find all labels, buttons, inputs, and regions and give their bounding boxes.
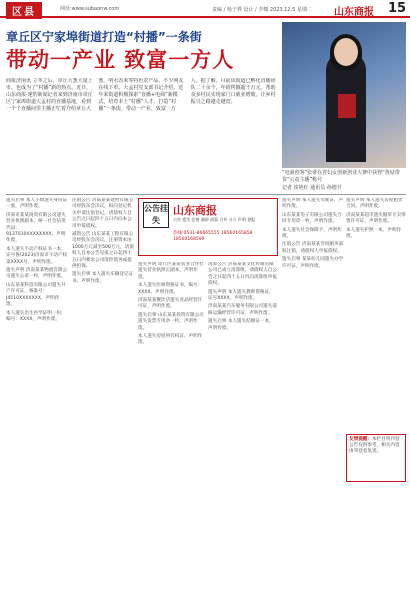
notice-column-2 <box>72 198 134 596</box>
notice-item: 遗失声明 章丘区某某农业合作社遗失营业执照正副本，声明作废。 <box>138 262 204 280</box>
section-tag: 区县 <box>6 2 42 19</box>
ad-services: 公告 遗失 注销 减资 清算 合并 分立 声明 登报 <box>173 217 256 222</box>
notice-column-4 <box>208 262 278 596</box>
notice-item: 济南某某超市遗失烟草专卖零售许可证，声明作废。 <box>346 212 406 225</box>
page-number: 15 <box>388 1 407 16</box>
page-header <box>0 0 410 18</box>
notice-column-6 <box>346 198 406 596</box>
notice-column-1 <box>6 198 68 596</box>
notice-item: 遗失启事 某某幼儿园遗失办学许可证，声明作废。 <box>282 257 344 269</box>
notice-item: 本人遗失医师资格证书，编号：XXXX，声明作废。 <box>138 283 203 295</box>
notice-item: 济南市某某商贸有限公司遗失营业执照副本，统一社会信用代码：9137010XXXXXXXX，声明作废。 <box>6 212 66 244</box>
reminder-title: 友情提醒： <box>349 437 372 442</box>
article-photo <box>282 22 406 168</box>
notice-column-3 <box>138 262 204 596</box>
edition-meta: 责编 / 杨子骅 设计 / 李娜 2023.12.5 星期二 <box>212 7 312 13</box>
paper-name: 山东商报 <box>334 7 374 18</box>
ad-box-label: 公告挂失 <box>143 202 169 228</box>
notice-item: 济南某某餐饮店遗失食品经营许可证，声明作废。 <box>138 298 203 310</box>
notice-item: 济南某某汽车服务有限公司遗失道路运输经营许可证，声明作废。 <box>208 304 277 316</box>
notice-column-5 <box>282 198 344 596</box>
notice-item: 遗失声明 本人遗失房屋租赁合同，声明作废。 <box>346 198 403 210</box>
notice-item: 遗失声明 济南某某物流有限公司遗失公章一枚，声明作废。 <box>6 268 68 280</box>
section-divider <box>6 194 406 195</box>
article-kicker: 章丘区宁家埠街道打造“村播”一条街 <box>6 30 202 44</box>
notice-item: 山东某某科技有限公司遗失开户许可证，核准号：J4510XXXXXXX，声明作废。 <box>6 282 66 308</box>
notice-item: 遗失启事 山东某某投资有限公司遗失发票专用章一枚，声明作废。 <box>138 312 204 331</box>
notice-item: 遗失启事 本人不慎遗失身份证一张，声明作废。 <box>6 198 68 210</box>
classified-ad-banner <box>138 198 278 256</box>
article-body: 商报济南讯 立冬之后，章丘大葱大量上市，也成为了“村播”新的热点。近日，山东商报·速豹新闻记者来到济南市章丘区宁家埠街道大孟村的直播基地，看到一个个直播间里主播正忙着介绍章丘大葱、明水香米等特色农产品，不少网友在线下单。大孟村党支部书记介绍，近年来街道积极探索“直播+电商”新模式，培育本土“村播”人才，打造“村播”一条街，带动一产业、致富一方人。据了解，目前该街道已孵化直播团队二十余个，年销售额超千万元，帮助众多村民实现家门口就业增收，让乡村振兴之路越走越宽。 <box>6 78 276 112</box>
article-headline: 带动一产业 致富一方人 <box>6 48 235 72</box>
photo-caption: “电商创客”张蒂在省妇女创新创业大赛中获得“鲁姑带货”公益主播”称号 <box>282 170 400 183</box>
notice-item: 减资公告 山东某某工程有限公司经股东会决议，注册资本由1000万元减至500万元，请债权人自本公告见报之日起四十五日内要求公司清偿债务或提供担保。 <box>72 232 134 270</box>
ad-phone: 热线:0531-86665555 18560165858 18560168599 <box>173 231 253 242</box>
article-byline: 记者 崔艳红 通讯员 孙德升 <box>282 185 342 191</box>
notice-item: 注销公告 济南某某建材有限公司经股东会决议，拟向登记机关申请注销登记，请债权人自公告之日起四十五日内向本公司申报债权。 <box>72 198 134 229</box>
ad-paper-name: 山东商报 <box>173 204 217 217</box>
photo-certificate <box>338 94 356 118</box>
friendly-reminder <box>346 434 406 482</box>
notice-item: 本人遗失不动产权证书一本，证号鲁(2023)济南市不动产权第XXXX号，声明作废。 <box>6 246 68 265</box>
notice-item: 本人遗失护照一本，声明作废。 <box>346 227 402 240</box>
notice-item: 遗失声明 本人遗失教师资格证，证号XXXX，声明作废。 <box>208 289 274 302</box>
notice-item: 清算公告 济南某某文化传媒有限公司已成立清算组，请债权人自公告之日起四十五日内向清算组申报债权。 <box>208 262 277 287</box>
notice-item: 遗失声明 本人遗失驾驶证，声明作废。 <box>282 198 344 210</box>
reminder-text: 本栏目所刊登公告仅供参考，相关内容由刊登者负责。 <box>349 437 400 454</box>
notice-item: 本人遗失房屋所有权证，声明作废。 <box>138 334 203 346</box>
notice-item: 遗失启事 本人遗失车辆登记证书，声明作废。 <box>72 272 134 284</box>
site-url: 网址:www.subaonw.com <box>60 6 120 12</box>
notice-item: 本人遗失出生医学证明一份，编号：XXXX，声明作废。 <box>6 310 66 322</box>
photo-face <box>334 38 358 66</box>
notice-item: 山东某某电子有限公司遗失合同专用章一枚，声明作废。 <box>282 212 342 225</box>
notice-item: 本人遗失社会保障卡，声明作废。 <box>282 227 342 240</box>
notice-item: 注销公告 济南某某咨询服务部拟注销，请债权人申报债权。 <box>282 242 344 254</box>
notice-item: 遗失启事 本人遗失结婚证一本，声明作废。 <box>208 319 274 331</box>
